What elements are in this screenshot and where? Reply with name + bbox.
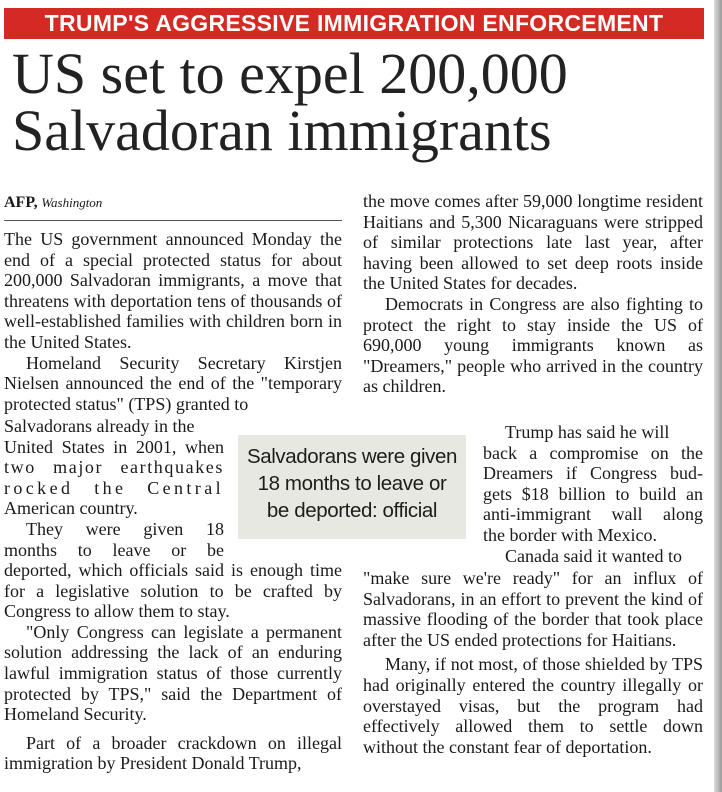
left-column-wrap [4, 416, 224, 560]
text-line: They were given 18 [26, 518, 224, 539]
text-line: Trump has said he will [505, 422, 670, 442]
right-column [363, 191, 703, 397]
text-line: Dreamers if Congress bud- [483, 463, 703, 484]
text-line: gets $18 billion to build an [483, 483, 703, 504]
paragraph: The US government announced Monday the end of a special protected status for about 200,000 Salvadoran immigrants, a move that threatens with deportation tens of thousands of well-established families with children born in the United States. [4, 229, 342, 352]
headline-line-1: US set to expel 200,000 [12, 41, 568, 106]
text-line: back a compromise on the [483, 442, 703, 463]
pull-quote-line: Salvadorans were given [247, 445, 457, 468]
left-column [4, 229, 342, 414]
text-line: the border with Mexico. [483, 524, 657, 545]
text-line: months to leave or be [4, 539, 224, 560]
section-kicker: TRUMP'S AGGRESSIVE IMMIGRATION ENFORCEMENT [4, 8, 704, 39]
byline-agency: AFP, [4, 194, 38, 211]
text-line: two major earthquakes [4, 457, 224, 478]
pull-quote-line: be deported: official [266, 499, 438, 522]
text-line: Canada said it wanted to [505, 545, 682, 566]
headline [12, 41, 712, 163]
text-line: American country. [4, 498, 138, 519]
pull-quote [238, 435, 466, 539]
text-line: anti-immigrant wall along [483, 504, 703, 525]
left-column-lower [4, 560, 342, 774]
page-edge [714, 0, 722, 792]
paragraph: Many, if not most, of those shielded by TPS had originally entered the country illegally or overstayed visas, but the program had effectively allowed them to settle down without the constant fear of deportation. [363, 654, 703, 757]
headline-line-2: Salvadoran immigrants [12, 98, 552, 163]
paragraph: Democrats in Congress are also fighting to protect the right to stay inside the US of 690,000 young immigrants known as "Dreamers," people who arrived in the country as children. [363, 293, 703, 397]
text-line: rocked the Central [4, 477, 224, 498]
right-column-wrap [483, 422, 703, 566]
text-line: United States in 2001, when [4, 436, 224, 457]
pull-quote-line: 18 months to leave or [257, 472, 447, 495]
text-line: Salvadorans already in the [4, 416, 195, 436]
paragraph: "make sure we're ready" for an influx of Salvadorans, in an effort to prevent the kind of massive flooding of the border that took place after the US ended protections for Haitians. [363, 568, 703, 650]
right-column-lower [363, 568, 703, 757]
byline-city: Washington [41, 195, 103, 210]
byline [4, 192, 342, 221]
paragraph: Part of a broader crackdown on illegal immigration by President Donald Trump, [4, 732, 342, 774]
paragraph: the move comes after 59,000 longtime resident Haitians and 5,300 Nicaraguans were stripped of similar protections late last year, after having been allowed to set deep roots inside the United States for decades. [363, 191, 703, 294]
paragraph: "Only Congress can legislate a permanent solution addressing the lack of an enduring lawful immigration status of those currently protected by TPS," said the Department of Homeland Security. [4, 621, 342, 725]
paragraph: Homeland Security Secretary Kirstjen Nielsen announced the end of the "temporary protected status" (TPS) granted to [4, 352, 342, 414]
paragraph: deported, which officials said is enough time for a legislative solution to be crafted by Congress to allow them to stay. [4, 560, 342, 622]
